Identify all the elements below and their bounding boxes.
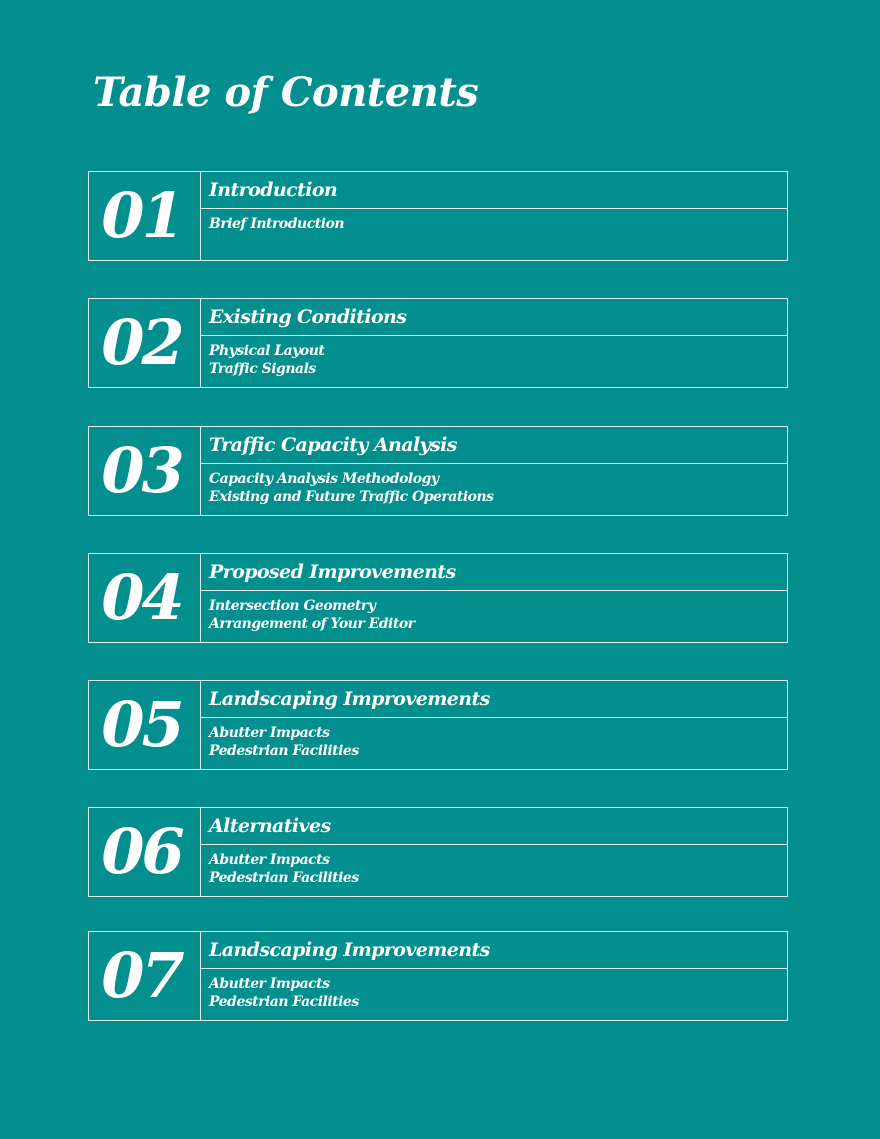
entry-number: 02	[101, 306, 182, 379]
entry-body	[201, 808, 787, 896]
entry-heading[interactable]: Traffic Capacity Analysis	[209, 434, 457, 456]
entry-subitem[interactable]: Traffic Signals	[209, 361, 316, 377]
entry-heading[interactable]: Landscaping Improvements	[209, 688, 490, 710]
toc-entry-07[interactable]	[88, 931, 788, 1021]
toc-entry-04[interactable]	[88, 553, 788, 643]
entry-subitem[interactable]: Arrangement of Your Editor	[209, 616, 415, 632]
entry-number: 01	[101, 179, 182, 252]
entry-number-cell	[89, 681, 201, 769]
entry-subitem[interactable]: Pedestrian Facilities	[209, 743, 359, 759]
entry-subitem[interactable]: Existing and Future Traffic Operations	[209, 489, 494, 505]
entry-subitems	[201, 845, 787, 896]
entry-subitem[interactable]: Abutter Impacts	[209, 976, 330, 992]
toc-entry-02[interactable]	[88, 298, 788, 388]
entry-heading[interactable]: Proposed Improvements	[209, 561, 456, 583]
entry-subitem[interactable]: Pedestrian Facilities	[209, 994, 359, 1010]
entry-number-cell	[89, 172, 201, 260]
entry-heading-row	[201, 172, 787, 209]
entry-number-cell	[89, 932, 201, 1020]
entry-subitem[interactable]: Abutter Impacts	[209, 725, 330, 741]
entry-subitem[interactable]: Intersection Geometry	[209, 598, 376, 614]
entry-heading[interactable]: Introduction	[209, 179, 338, 201]
entry-heading[interactable]: Existing Conditions	[209, 306, 407, 328]
entry-subitem[interactable]: Physical Layout	[209, 343, 325, 359]
entry-body	[201, 427, 787, 515]
entry-subitem[interactable]: Pedestrian Facilities	[209, 870, 359, 886]
entry-body	[201, 932, 787, 1020]
toc-entry-05[interactable]	[88, 680, 788, 770]
entry-subitems	[201, 591, 787, 642]
entry-body	[201, 299, 787, 387]
entry-subitems	[201, 336, 787, 387]
toc-entry-06[interactable]	[88, 807, 788, 897]
entry-heading-row	[201, 299, 787, 336]
toc-entry-03[interactable]	[88, 426, 788, 516]
entry-subitems	[201, 464, 787, 515]
entry-heading[interactable]: Landscaping Improvements	[209, 939, 490, 961]
entry-number: 06	[101, 815, 182, 888]
entry-number-cell	[89, 299, 201, 387]
entry-subitems	[201, 718, 787, 769]
entry-number-cell	[89, 808, 201, 896]
entry-number-cell	[89, 554, 201, 642]
entry-subitems	[201, 969, 787, 1020]
entry-heading-row	[201, 808, 787, 845]
entry-number: 07	[101, 939, 182, 1012]
entry-body	[201, 554, 787, 642]
entry-number: 03	[101, 434, 182, 507]
entry-heading-row	[201, 681, 787, 718]
entry-heading-row	[201, 932, 787, 969]
entry-number: 05	[101, 688, 182, 761]
entry-number-cell	[89, 427, 201, 515]
entry-body	[201, 681, 787, 769]
entry-heading-row	[201, 427, 787, 464]
toc-entry-01[interactable]	[88, 171, 788, 261]
entry-subitems	[201, 209, 787, 260]
entry-body	[201, 172, 787, 260]
entry-heading[interactable]: Alternatives	[209, 815, 331, 837]
entry-number: 04	[101, 561, 182, 634]
page-title: Table of Contents	[93, 69, 479, 116]
entry-subitem[interactable]: Brief Introduction	[209, 216, 345, 232]
entry-subitem[interactable]: Abutter Impacts	[209, 852, 330, 868]
entry-heading-row	[201, 554, 787, 591]
entry-subitem[interactable]: Capacity Analysis Methodology	[209, 471, 439, 487]
